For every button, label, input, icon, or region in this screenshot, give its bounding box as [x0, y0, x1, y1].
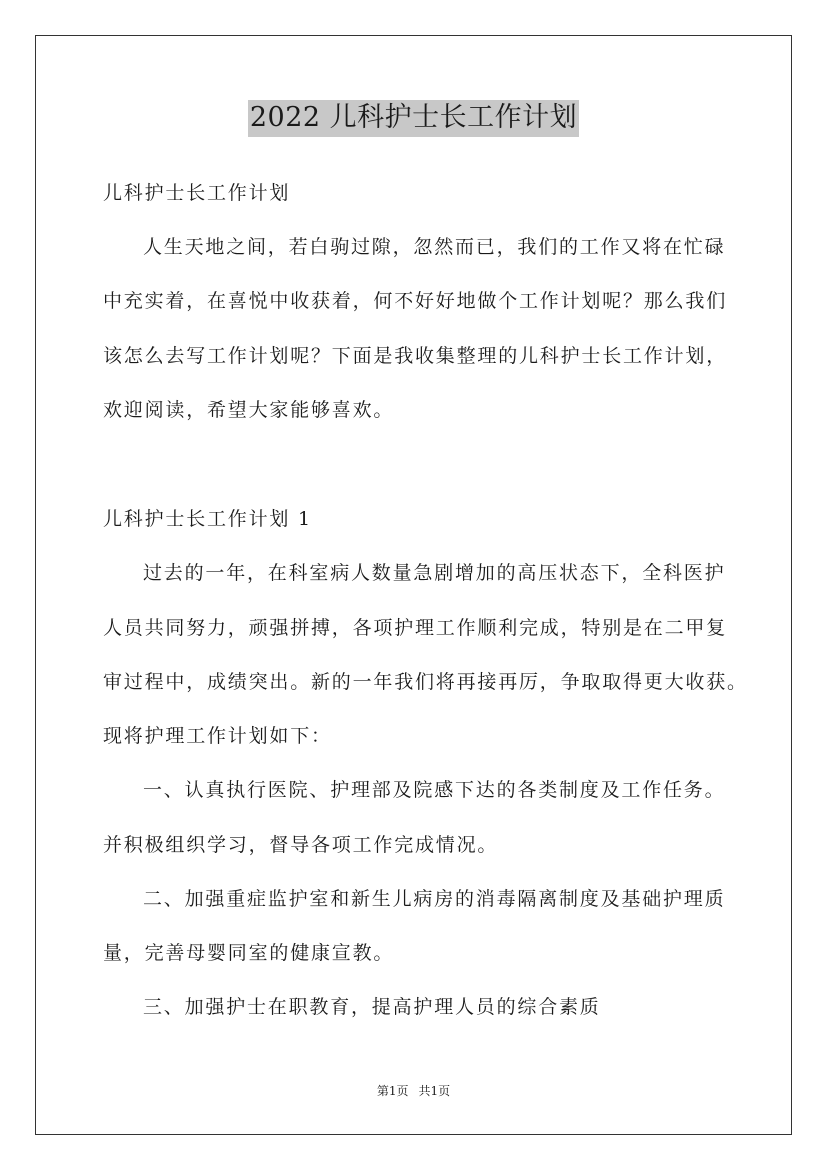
paragraph-line: 欢迎阅读，希望大家能够喜欢。 — [103, 399, 395, 421]
page-total: 共1页 — [418, 1084, 451, 1098]
section-heading: 儿科护士长工作计划 1 — [103, 508, 312, 530]
section-heading: 儿科护士长工作计划 — [103, 182, 291, 204]
paragraph-line: 现将护理工作计划如下： — [103, 725, 332, 747]
paragraph-line: 二、加强重症监护室和新生儿病房的消毒隔离制度及基础护理质 — [143, 888, 726, 910]
paragraph-line: 过去的一年，在科室病人数量急剧增加的高压状态下，全科医护 — [143, 562, 726, 584]
paragraph-line: 该怎么去写工作计划呢？下面是我收集整理的儿科护士长工作计划， — [103, 345, 728, 367]
paragraph-line: 人员共同努力，顽强拼搏，各项护理工作顺利完成，特别是在二甲复 — [103, 617, 728, 639]
paragraph-line: 中充实着，在喜悦中收获着，何不好好地做个工作计划呢？那么我们 — [103, 290, 728, 312]
document-title-text: 2022 儿科护士长工作计划 — [248, 100, 579, 137]
paragraph-line: 人生天地之间，若白驹过隙，忽然而已，我们的工作又将在忙碌 — [143, 236, 726, 258]
document-title — [0, 100, 827, 137]
paragraph-line: 审过程中，成绩突出。新的一年我们将再接再厉，争取取得更大收获。 — [103, 671, 748, 693]
page-number: 第1页 — [376, 1084, 409, 1098]
page-footer — [0, 1084, 827, 1098]
paragraph-line: 量，完善母婴同室的健康宣教。 — [103, 942, 395, 964]
paragraph-line: 一、认真执行医院、护理部及院感下达的各类制度及工作任务。 — [143, 779, 726, 801]
paragraph-line: 并积极组织学习，督导各项工作完成情况。 — [103, 834, 499, 856]
paragraph-line: 三、加强护士在职教育，提高护理人员的综合素质 — [143, 996, 601, 1018]
